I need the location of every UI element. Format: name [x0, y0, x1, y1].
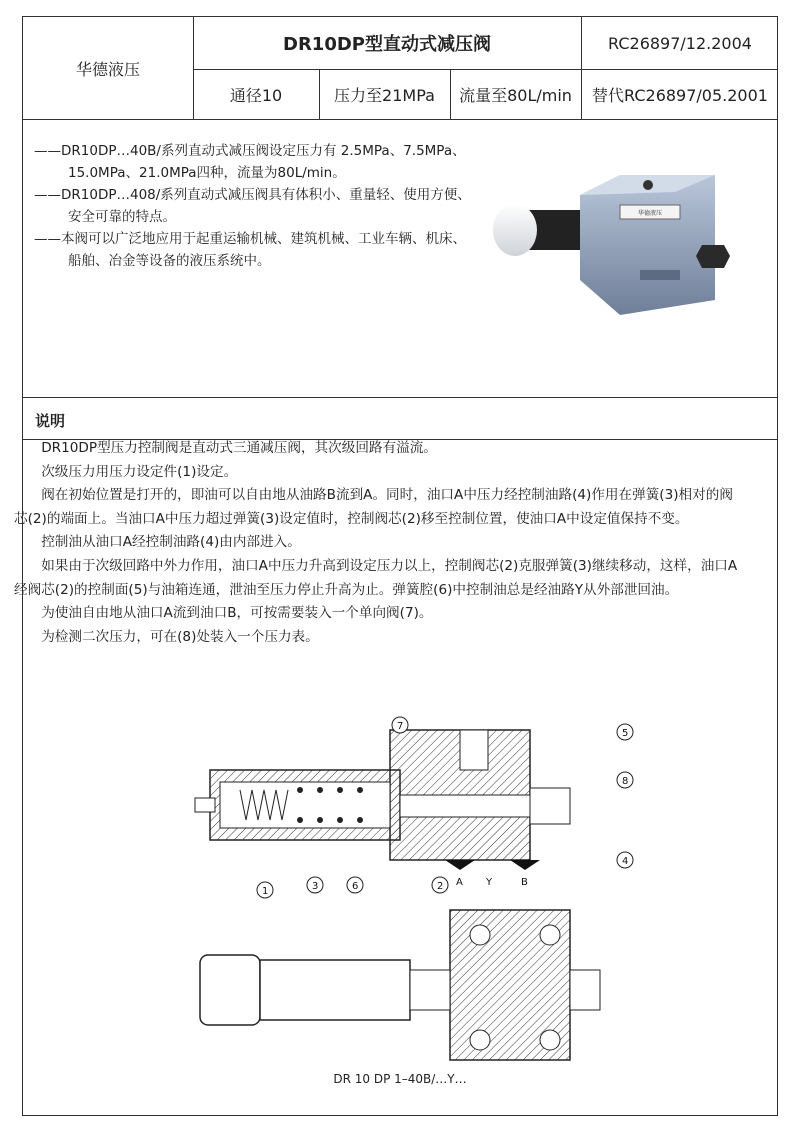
adjust-knob — [493, 204, 537, 256]
gauge-port-plug — [696, 245, 730, 268]
callout-2: 2 — [437, 881, 444, 892]
callout-5: 5 — [622, 728, 629, 739]
description-paragraph: 为使油自由地从油口A流到油口B，可按需要装入一个单向阀(7)。 — [41, 605, 433, 622]
description-paragraph: DR10DP型压力控制阀是直动式三通减压阀，其次级回路有溢流。 — [41, 440, 437, 456]
drawing-caption: DR 10 DP 1–40B/…Y… — [333, 1072, 467, 1086]
bolt — [643, 180, 653, 190]
port-y-label: Y — [486, 877, 493, 888]
bore-size: 通径10 — [229, 85, 283, 105]
callout-8: 8 — [622, 776, 629, 787]
nameplate-text: 华德液压 — [637, 210, 663, 217]
description — [14, 437, 744, 649]
callout-6: 6 — [352, 881, 359, 892]
flow-rating: 流量至80L/min — [459, 85, 572, 105]
callout-7: 7 — [397, 721, 404, 732]
callout-4: 4 — [622, 856, 629, 867]
doc-number: RC26897/12.2004 — [608, 33, 752, 53]
description-paragraph: 阀在初始位置是打开的，即油可以自由地从油路B流到A。同时，油口A中压力经控制油路(4)作用在弹簧(3)相对的阀芯(2)的端面上。当油口A中压力超过弹簧(3)设定值时，控制阀芯(2)移至控制位置，使油口A中设定值保持不变。 — [14, 487, 733, 527]
section-drawing — [160, 710, 640, 1070]
product-photo — [470, 150, 740, 350]
port-b-label: B — [521, 877, 528, 888]
description-paragraph: 为检测二次压力，可在(8)处装入一个压力表。 — [41, 628, 319, 645]
intro-item: ——DR10DP…408/系列直动式减压阀具有体积小、重量轻、使用方便、安全可靠的特点。 — [34, 187, 471, 225]
section-divider — [23, 397, 777, 398]
valve-body — [580, 175, 715, 315]
intro-item: ——DR10DP…40B/系列直动式减压阀设定压力有 2.5MPa、7.5MPa、15.0MPa、21.0MPa四种，流量为80L/min。 — [34, 143, 466, 181]
description-paragraph: 控制油从油口A经控制油路(4)由内部进入。 — [41, 534, 301, 551]
replaces-doc: 替代RC26897/05.2001 — [592, 85, 768, 105]
header-bottom-line — [23, 119, 777, 120]
pressure-rating: 压力至21MPa — [334, 85, 435, 105]
page-title: DR10DP型直动式减压阀 — [283, 34, 491, 55]
intro-text — [34, 140, 474, 272]
description-paragraph: 如果由于次级回路中外力作用，油口A中压力升高到设定压力以上，控制阀芯(2)克服弹簧(3)继续移动，这样，油口A经阀芯(2)的控制面(5)与油箱连通，泄油至压力停止升高为止。弹簧腔(6)中控制油总是经油路Y从外部泄回油。 — [14, 557, 738, 598]
description-paragraph: 次级压力用压力设定件(1)设定。 — [41, 463, 238, 480]
callout-3: 3 — [312, 881, 319, 892]
body-detail — [640, 270, 680, 280]
lower-section-view — [200, 910, 600, 1060]
port-a-label: A — [456, 877, 463, 888]
section-label: 说明 — [35, 412, 66, 430]
callout-1: 1 — [262, 886, 269, 897]
upper-section-view — [195, 730, 570, 888]
intro-item: ——本阀可以广泛地应用于起重运输机械、建筑机械、工业车辆、机床、船舶、冶金等设备的液压系统中。 — [34, 231, 466, 269]
company-name: 华德液压 — [75, 59, 140, 79]
